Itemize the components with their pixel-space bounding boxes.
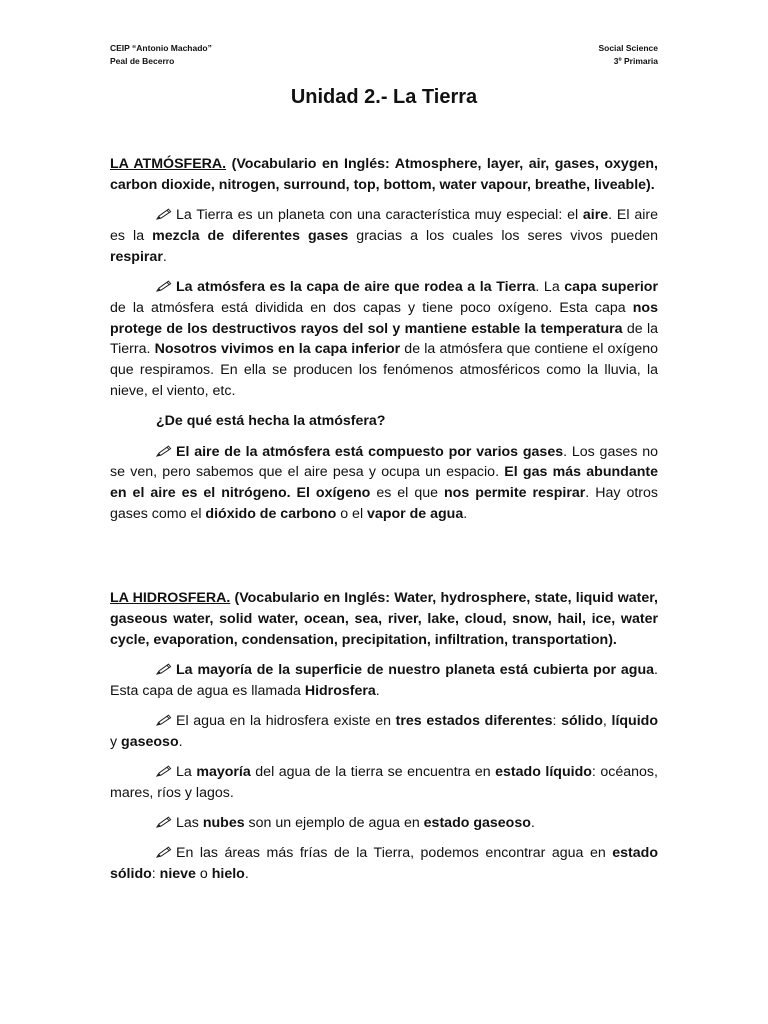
bold-text-run: La atmósfera es la capa de aire que rodea a la Tierra	[176, 278, 536, 295]
text-run: . Esta capa de agua es llamada	[110, 661, 658, 699]
school-town: Peal de Becerro	[110, 56, 175, 66]
hidrosfera-heading-paragraph	[110, 588, 658, 650]
bold-text-run: capa superior	[564, 278, 658, 295]
hidrosfera-paragraph-1	[110, 660, 658, 702]
text-run: del agua de la tierra se encuentra en	[250, 764, 496, 781]
pencil-icon	[156, 714, 172, 726]
bold-text-run: dióxido de carbono	[205, 505, 337, 522]
hidrosfera-paragraph-4	[110, 813, 658, 834]
text-run: son un ejemplo de agua en	[244, 815, 424, 832]
text-run: . Los gases no se ven, pero sabemos que el aire pesa y ocupa un espacio.	[110, 443, 658, 481]
text-run: es el que	[370, 485, 444, 502]
bold-text-run: respirar	[110, 248, 163, 265]
bold-text-run: El gas más abundante en el aire es el nitrógeno. El oxígeno	[110, 464, 658, 502]
text-run: .	[375, 682, 380, 699]
section-hidrosfera	[110, 588, 658, 895]
text-run: El agua en la hidrosfera existe en	[176, 712, 396, 729]
text-run: :	[151, 866, 160, 883]
bold-text-run: aire	[582, 207, 609, 224]
bold-text-run: líquido	[611, 712, 658, 729]
pencil-icon	[156, 208, 172, 220]
text-run: gracias a los cuales los seres vivos pueden	[348, 227, 658, 244]
atmosfera-paragraph-1	[110, 205, 658, 267]
text-run: ,	[602, 712, 612, 729]
pencil-icon	[156, 445, 172, 457]
bold-text-run: estado gaseoso	[423, 815, 531, 832]
text-run: En las áreas más frías de la Tierra, podemos encontrar agua en	[176, 845, 613, 862]
bold-text-run: vapor de agua	[367, 505, 464, 522]
bold-text-run: nos permite respirar	[444, 485, 586, 502]
atmosfera-paragraph-3	[110, 442, 658, 525]
school-name: CEIP “Antonio Machado”	[110, 43, 212, 53]
pencil-icon	[156, 816, 172, 828]
bold-text-run: mayoría	[196, 764, 251, 781]
bold-text-run: estado líquido	[495, 764, 592, 781]
bold-text-run: nos protege de los destructivos rayos del sol y mantiene estable la temperatura	[110, 299, 658, 337]
hidrosfera-paragraph-2	[110, 711, 658, 753]
pencil-icon	[156, 280, 172, 292]
text-run: de la atmósfera está dividida en dos capas y tiene poco oxígeno. Esta capa	[110, 299, 633, 316]
text-run: de la Tierra.	[110, 320, 658, 358]
bold-text-run: El aire de la atmósfera está compuesto por varios gases	[176, 443, 564, 460]
bold-text-run: hielo	[211, 866, 245, 883]
bold-text-run: mezcla de diferentes gases	[152, 227, 349, 244]
bold-text-run: La mayoría de la superficie de nuestro planeta está cubierta por agua	[176, 661, 655, 678]
bold-text-run: nieve	[159, 866, 196, 883]
text-run: . El aire es la	[110, 207, 658, 244]
bold-text-run: nubes	[202, 815, 245, 832]
bold-text-run: sólido	[561, 712, 603, 729]
bold-text-run: estado sólido	[110, 845, 658, 883]
subject-name: Social Science	[598, 43, 658, 53]
text-run: o el	[336, 505, 368, 522]
pencil-icon	[156, 846, 172, 858]
bold-text-run: tres estados diferentes	[395, 712, 553, 729]
header-right	[598, 42, 658, 68]
hidrosfera-vocabulary: (Vocabulario en Inglés: Water, hydrosphere, state, liquid water, gaseous water, solid water, ocean, sea, river, lake, cloud, snow, hail, ice, water cycle, evaporation, condensation, precipitation, infiltration, transportation).	[110, 590, 658, 648]
text-run: .	[530, 815, 535, 832]
text-run: . La	[535, 278, 565, 295]
atmosfera-paragraph-2	[110, 277, 658, 402]
text-run: . Hay otros gases como el	[110, 485, 658, 522]
text-run: .	[463, 505, 468, 522]
text-run: Las	[176, 815, 203, 832]
bold-text-run: gaseoso	[121, 733, 179, 750]
pencil-icon	[156, 765, 172, 777]
text-run: y	[110, 733, 122, 750]
atmosfera-heading-paragraph	[110, 154, 658, 196]
text-run: :	[552, 712, 562, 729]
text-run: La Tierra es un planeta con una característica muy especial: el	[176, 207, 583, 224]
text-run: : océanos, mares, ríos y lagos.	[110, 764, 658, 801]
text-run: .	[162, 248, 167, 265]
text-run: .	[178, 733, 183, 750]
hidrosfera-paragraph-5	[110, 843, 658, 885]
hidrosfera-heading: LA HIDROSFERA.	[110, 590, 231, 606]
grade-level: 3º Primaria	[613, 56, 658, 66]
atmosfera-vocabulary: (Vocabulario en Inglés: Atmosphere, layer, air, gases, oxygen, carbon dioxide, nitrogen, surround, top, bottom, water vapour, breathe, liveable).	[110, 156, 658, 193]
atmosfera-question	[110, 411, 658, 432]
hidrosfera-paragraph-3	[110, 762, 658, 804]
header-left	[110, 42, 212, 68]
section-atmosfera	[110, 154, 658, 534]
text-run: .	[244, 866, 249, 883]
atmosfera-heading: LA ATMÓSFERA.	[110, 156, 227, 172]
pencil-icon	[156, 663, 172, 675]
bold-text-run: ¿De qué está hecha la atmósfera?	[156, 413, 386, 430]
bold-text-run: Nosotros vivimos en la capa inferior	[154, 341, 401, 358]
text-run: o	[195, 866, 212, 883]
bold-text-run: Hidrosfera	[304, 682, 376, 699]
text-run: de la atmósfera que contiene el oxígeno que respiramos. En ella se producen los fenómenos atmosféricos como la lluvia, la nieve, el viento, etc.	[110, 341, 659, 399]
text-run: La	[176, 764, 197, 781]
page-title: Unidad 2.- La Tierra	[290, 86, 478, 108]
